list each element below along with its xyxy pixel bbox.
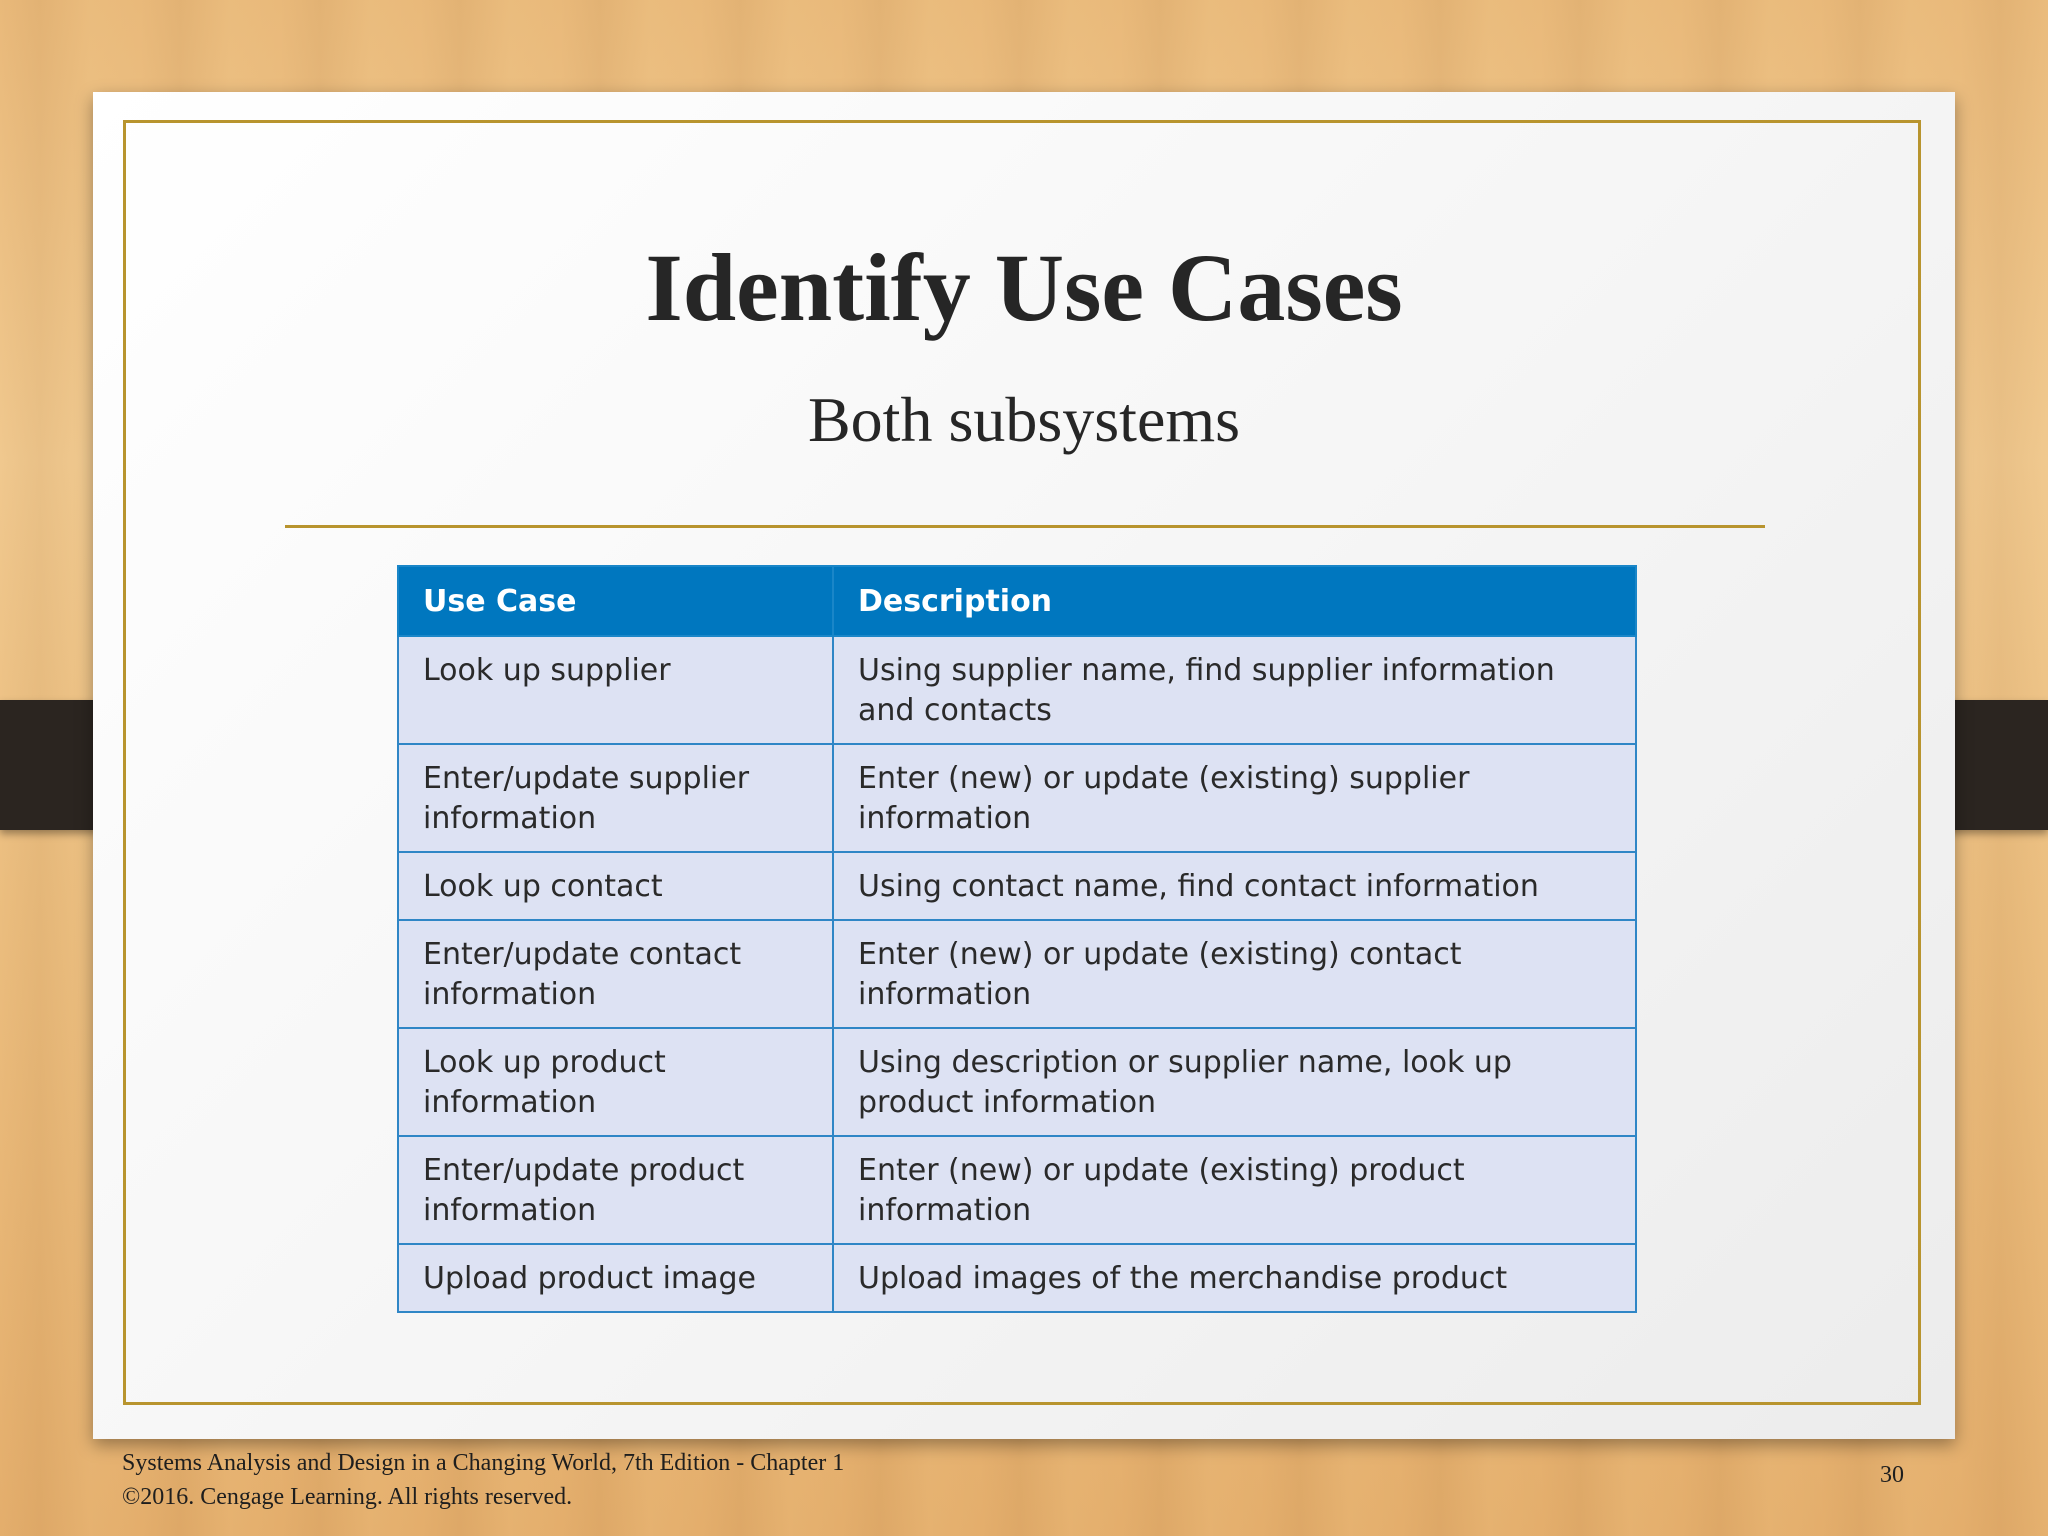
description-cell: Enter (new) or update (existing) supplier information: [833, 744, 1636, 852]
use-case-cell: Enter/update product information: [398, 1136, 833, 1244]
description-cell: Enter (new) or update (existing) contact information: [833, 920, 1636, 1028]
table-row: [398, 1136, 1636, 1244]
slide-subtitle: Both subsystems: [807, 384, 1241, 455]
table-row: [398, 920, 1636, 1028]
use-case-cell: Enter/update contact information: [398, 920, 833, 1028]
footer-copyright: ©2016. Cengage Learning. All rights reserved.: [122, 1484, 573, 1510]
table-row: [398, 852, 1636, 920]
description-cell: Upload images of the merchandise product: [833, 1244, 1636, 1312]
use-case-cell: Look up product information: [398, 1028, 833, 1136]
column-header-use-case: Use Case: [398, 566, 833, 636]
description-cell: Using supplier name, find supplier information and contacts: [833, 636, 1636, 744]
use-case-cell: Upload product image: [398, 1244, 833, 1312]
use-case-cell: Enter/update supplier information: [398, 744, 833, 852]
table-row: [398, 1028, 1636, 1136]
slide-title: Identify Use Cases: [645, 234, 1403, 341]
description-cell: Using description or supplier name, look up product information: [833, 1028, 1636, 1136]
table-header-row: [398, 566, 1636, 636]
page-number: 30: [1880, 1462, 1904, 1488]
table-row: [398, 636, 1636, 744]
slide-footer: [122, 1446, 844, 1514]
use-case-cell: Look up supplier: [398, 636, 833, 744]
column-header-description: Description: [833, 566, 1636, 636]
description-cell: Enter (new) or update (existing) product information: [833, 1136, 1636, 1244]
use-case-cell: Look up contact: [398, 852, 833, 920]
table-row: [398, 744, 1636, 852]
table-row: [398, 1244, 1636, 1312]
description-cell: Using contact name, find contact information: [833, 852, 1636, 920]
footer-book-title: Systems Analysis and Design in a Changing World, 7th Edition - Chapter 1: [122, 1450, 845, 1476]
title-divider: [285, 525, 1765, 528]
use-case-table: [397, 565, 1637, 1313]
